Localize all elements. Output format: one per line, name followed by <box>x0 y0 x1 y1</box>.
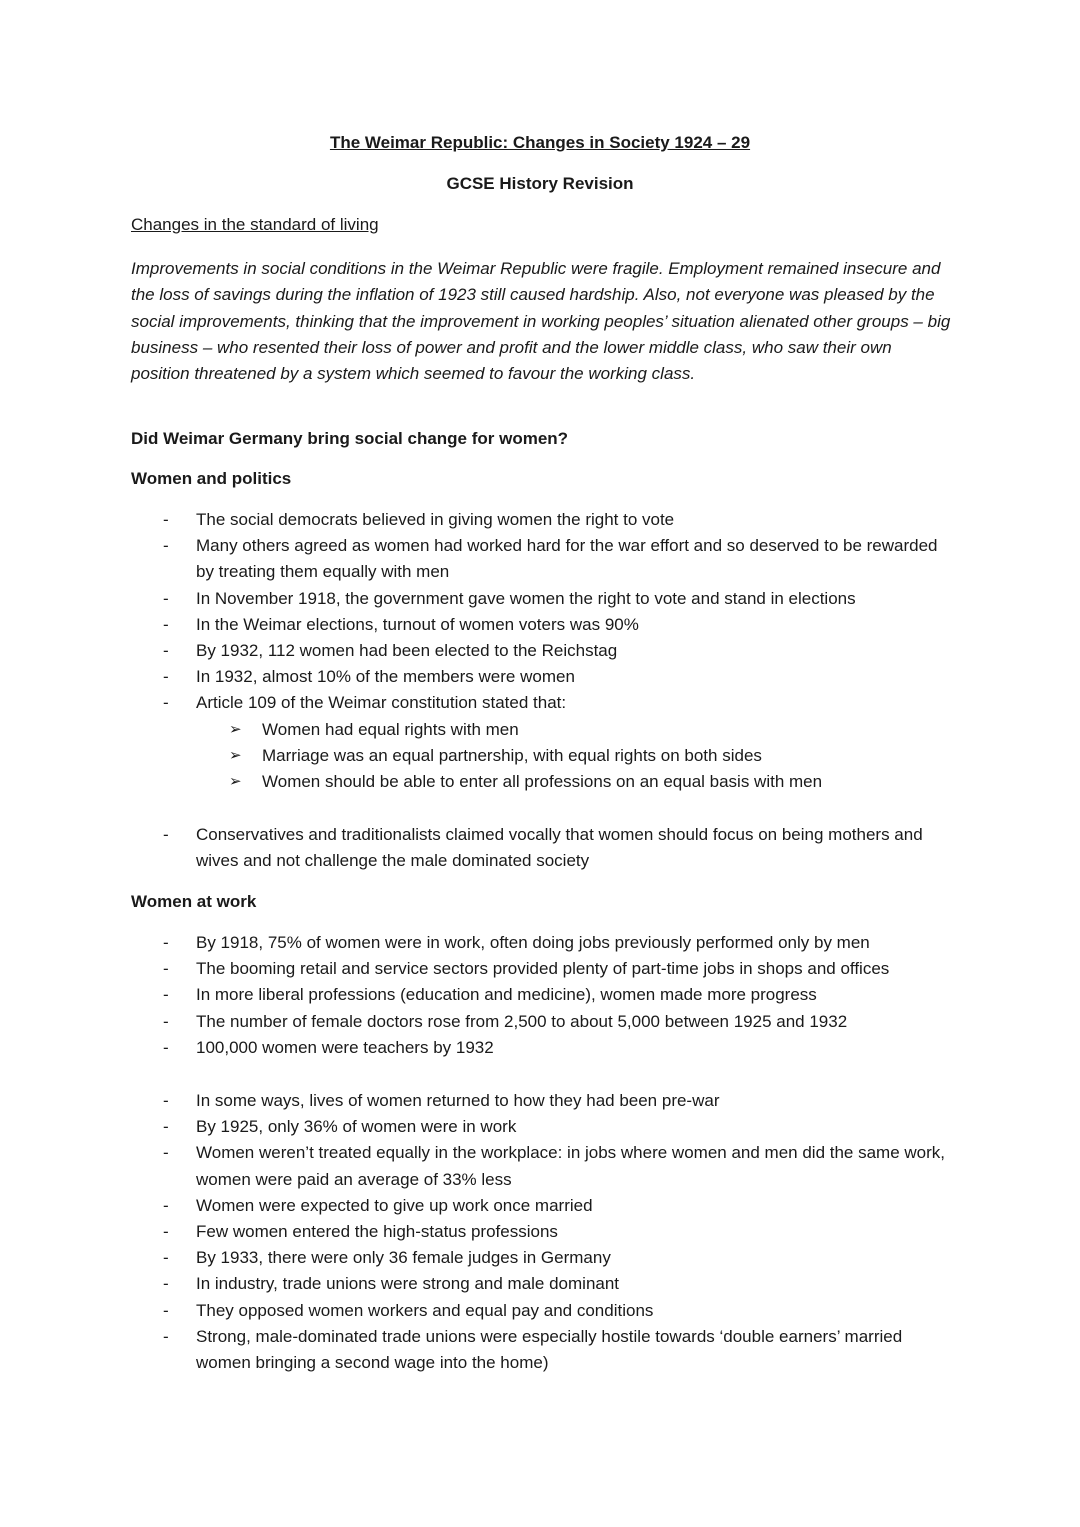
list-item: - In some ways, lives of women returned to how they had been pre-war <box>160 1088 960 1114</box>
sub-list-item: ➢ Marriage was an equal partnership, with equal rights on both sides <box>196 743 960 769</box>
dash-bullet: - <box>163 614 169 634</box>
list-item: - By 1918, 75% of women were in work, often doing jobs previously performed only by men <box>160 930 960 956</box>
list-item: - The number of female doctors rose from 2,500 to about 5,000 between 1925 and 1932 <box>160 1009 960 1035</box>
list-item: - In industry, trade unions were strong and male dominant <box>160 1271 960 1297</box>
dash-bullet: - <box>163 1300 169 1320</box>
dash-bullet: - <box>163 825 169 844</box>
dash-bullet: - <box>163 536 169 556</box>
dash-bullet: - <box>163 1222 169 1242</box>
list-item: - The booming retail and service sectors provided plenty of part-time jobs in shops and offices <box>160 956 960 982</box>
sub-list-item: ➢ Women had equal rights with men <box>196 717 960 743</box>
dash-bullet: - <box>163 1117 169 1137</box>
politics-list-continued <box>160 822 960 874</box>
list-item: - In November 1918, the government gave women the right to vote and stand in elections <box>160 586 960 612</box>
women-at-work-heading: Women at work <box>131 892 257 911</box>
standard-of-living-heading: Changes in the standard of living <box>131 215 379 234</box>
list-item: - Article 109 of the Weimar constitution stated that: ➢ Women had equal rights with men ➢ Marriage was an equal partnership, with equal rights on both sides ➢ Women should be able to enter all professions on an equal basis with men <box>160 690 960 795</box>
dash-bullet: - <box>163 1195 169 1215</box>
list-item: - 100,000 women were teachers by 1932 <box>160 1035 960 1061</box>
arrow-bullet-icon: ➢ <box>229 746 242 764</box>
arrow-bullet-icon: ➢ <box>229 720 242 738</box>
list-item: - Strong, male-dominated trade unions were especially hostile towards ‘double earners’ married women bringing a second wage into the home) <box>160 1324 960 1376</box>
list-item: - Few women entered the high-status professions <box>160 1219 960 1245</box>
list-item: - By 1925, only 36% of women were in work <box>160 1114 960 1140</box>
article-109-list <box>196 717 960 796</box>
standard-of-living-paragraph: Improvements in social conditions in the Weimar Republic were fragile. Employment remained insecure and the loss of savings during the inflation of 1923 still caused hardship. Also, not everyone was pleased by the social improvements, thinking that the improvement in working peoples’ situation alienated other groups – big business – who resented their loss of power and profit and the lower middle class, who saw their own position threatened by a system which seemed to favour the working class. <box>131 259 951 384</box>
list-item: - They opposed women workers and equal pay and conditions <box>160 1298 960 1324</box>
women-question-heading: Did Weimar Germany bring social change for women? <box>131 429 569 448</box>
list-item: - By 1933, there were only 36 female judges in Germany <box>160 1245 960 1271</box>
dash-bullet: - <box>163 1143 169 1163</box>
dash-bullet: - <box>163 1091 169 1110</box>
page-title: The Weimar Republic: Changes in Society 1924 – 29 <box>329 133 751 152</box>
list-item: - In the Weimar elections, turnout of women voters was 90% <box>160 612 960 638</box>
list-item: - In 1932, almost 10% of the members were women <box>160 664 960 690</box>
dash-bullet: - <box>163 1326 169 1346</box>
list-item: - In more liberal professions (education and medicine), women made more progress <box>160 982 960 1008</box>
dash-bullet: - <box>163 588 169 608</box>
sub-list-item: ➢ Women should be able to enter all professions on an equal basis with men <box>196 769 960 795</box>
list-item: - The social democrats believed in giving women the right to vote <box>160 507 960 533</box>
dash-bullet: - <box>163 641 169 661</box>
dash-bullet: - <box>163 1248 169 1268</box>
dash-bullet: - <box>163 1274 169 1294</box>
arrow-bullet-icon: ➢ <box>229 773 242 791</box>
work-limits-list <box>160 1088 960 1376</box>
politics-list <box>160 507 960 795</box>
list-item: - By 1932, 112 women had been elected to the Reichstag <box>160 638 960 664</box>
list-item: - Women weren’t treated equally in the workplace: in jobs where women and men did the same work, women were paid an average of 33% less <box>160 1140 960 1192</box>
page-subtitle: GCSE History Revision <box>446 174 634 193</box>
list-item: - Women were expected to give up work once married <box>160 1193 960 1219</box>
list-item: - Conservatives and traditionalists claimed vocally that women should focus on being mothers and wives and not challenge the male dominated society <box>160 822 960 874</box>
dash-bullet: - <box>163 959 169 979</box>
dash-bullet: - <box>163 985 169 1005</box>
work-progress-list <box>160 930 960 1061</box>
women-politics-heading: Women and politics <box>131 469 292 488</box>
dash-bullet: - <box>163 933 169 952</box>
dash-bullet: - <box>163 1011 169 1031</box>
dash-bullet: - <box>163 510 169 529</box>
dash-bullet: - <box>163 1037 169 1057</box>
dash-bullet: - <box>163 667 169 687</box>
list-item: - Many others agreed as women had worked hard for the war effort and so deserved to be rewarded by treating them equally with men <box>160 533 960 585</box>
dash-bullet: - <box>163 693 169 713</box>
